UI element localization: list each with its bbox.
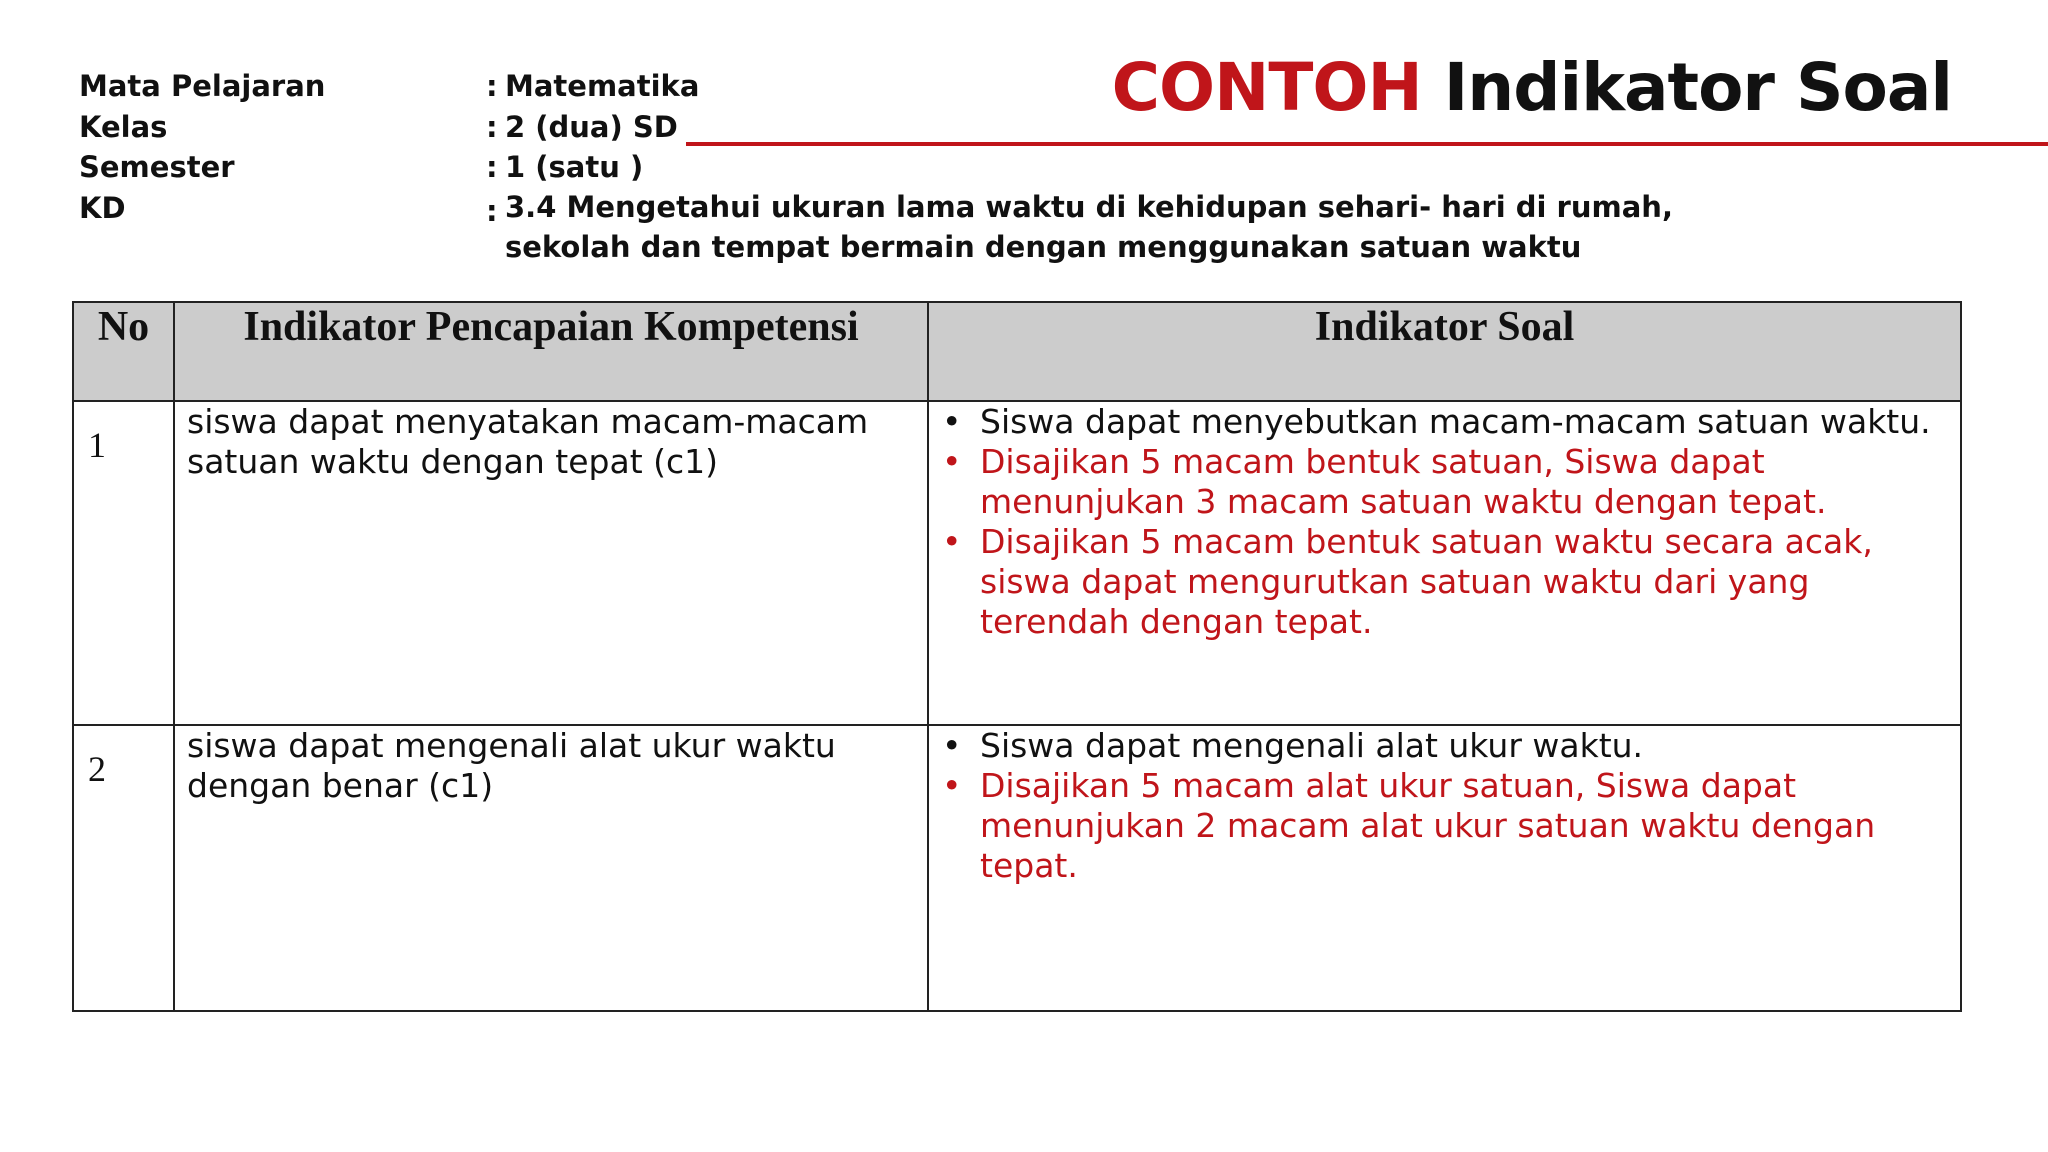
meta-colon: : xyxy=(486,69,498,103)
meta-value-kd: 3.4 Mengetahui ukuran lama waktu di kehidupan sehari- hari di rumah, sekolah dan tempat bermain dengan menggunakan satuan waktu xyxy=(505,189,1673,264)
list-item xyxy=(929,402,1950,442)
table-header-row xyxy=(73,302,1961,401)
meta-value: Matematika xyxy=(505,69,700,103)
meta-colon: : xyxy=(486,150,498,184)
meta-colon: : xyxy=(486,109,498,144)
row-number: 2 xyxy=(73,725,174,1011)
meta-colon: : xyxy=(486,193,498,228)
list-item-text: Siswa dapat menyebutkan macam-macam satuan waktu. xyxy=(980,402,1931,441)
meta-label: Kelas xyxy=(79,109,168,144)
header-ipk: Indikator Pencapaian Kompetensi xyxy=(174,302,928,401)
ipk-text: siswa dapat menyatakan macam-macam satuan waktu dengan tepat (c1) xyxy=(174,401,928,725)
header-no: No xyxy=(73,302,174,401)
bullet-icon: • xyxy=(942,402,962,441)
indikator-soal-cell xyxy=(928,725,1961,1011)
indikator-soal-cell xyxy=(928,401,1961,725)
indicator-table xyxy=(72,301,1962,1012)
indikator-soal-list xyxy=(929,726,1950,886)
list-item xyxy=(929,766,1950,886)
bullet-icon: • xyxy=(942,442,962,481)
list-item-text: Disajikan 5 macam bentuk satuan waktu secara acak, siswa dapat mengurutkan satuan waktu dari yang terendah dengan tepat. xyxy=(980,522,1873,641)
title-rest: Indikator Soal xyxy=(1443,49,1952,126)
meta-label: Semester xyxy=(79,150,235,184)
table-row xyxy=(73,725,1961,1011)
list-item xyxy=(929,726,1950,766)
bullet-icon: • xyxy=(942,766,962,805)
bullet-icon: • xyxy=(942,522,962,561)
list-item xyxy=(929,442,1950,522)
ipk-text: siswa dapat mengenali alat ukur waktu dengan benar (c1) xyxy=(174,725,928,1011)
list-item-text: Disajikan 5 macam alat ukur satuan, Siswa dapat menunjukan 2 macam alat ukur satuan waktu dengan tepat. xyxy=(980,766,1876,885)
title-underline xyxy=(686,142,2048,146)
table-row xyxy=(73,401,1961,725)
meta-label: KD xyxy=(79,190,126,225)
list-item-text: Siswa dapat mengenali alat ukur waktu. xyxy=(980,726,1644,765)
list-item-text: Disajikan 5 macam bentuk satuan, Siswa dapat menunjukan 3 macam satuan waktu dengan tepat. xyxy=(980,442,1827,521)
indikator-soal-list xyxy=(929,402,1950,642)
meta-label: Mata Pelajaran xyxy=(79,69,326,103)
header-indikator-soal: Indikator Soal xyxy=(928,302,1961,401)
list-item xyxy=(929,522,1950,642)
title-accent: CONTOH xyxy=(1111,49,1422,126)
meta-value: 1 (satu ) xyxy=(505,150,644,184)
row-number: 1 xyxy=(73,401,174,725)
bullet-icon: • xyxy=(942,726,962,765)
meta-value: 2 (dua) SD xyxy=(505,109,678,144)
page-title xyxy=(1111,49,1952,126)
